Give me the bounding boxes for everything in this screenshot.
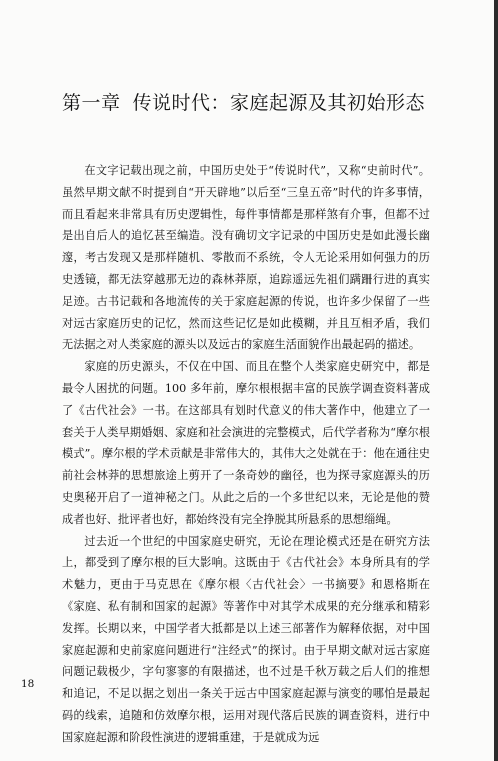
paragraph-1: 在文字记载出现之前，中国历史处于“传说时代”，又称“史前时代”。虽然早期文献不时提到自“开天辟地”以后至“三皇五帝”时代的许多事情，而且看起来非常具有历史逻辑性，每件事情都是那样煞有介事，但都不过是出自后人的追忆甚至编造。没有确切文字记录的中国历史是如此漫长幽邃，考古发现又是那样随机、零散而不系统，令人无论采用如何强力的历史透镜，都无法穿越那无边的森林莽原，追踪遥远先祖们蹒跚行进的真实足迹。古书记载和各地流传的关于家庭起源的传说，也许多少保留了一些对远古家庭历史的记忆，然而这些记忆是如此模糊，并且互相矛盾，我们无法据之对人类家庭的源头以及远古的家庭生活面貌作出最起码的描述。 <box>62 164 430 352</box>
page-number: 18 <box>21 678 35 690</box>
chapter-number: 第一章 <box>62 92 121 114</box>
chapter-title-text: 传说时代：家庭起源及其初始形态 <box>132 92 426 114</box>
paragraph-3: 过去近一个世纪的中国家庭史研究，无论在理论模式还是在研究方法上，都受到了摩尔根的巨大影响。这既由于《古代社会》本身所具有的学术魅力，更由于马克思在《摩尔根〈古代社会〉一书摘要》和恩格斯在《家庭、私有制和国家的起源》等著作中对其学术成果的充分继承和精彩发挥。长期以来，中国学者大抵都是以上述三部著作为解释依据，对中国家庭起源和史前家庭问题进行“注经式”的探讨。由于早期文献对远古家庭问题记载极少，字句寥寥的有限描述，也不过是千秋万载之后人们的推想和追记，不足以据之划出一条关于远古中国家庭起源与演变的哪怕是最起码的线索，追随和仿效摩尔根，运用对现代落后民族的调查资料，进行中国家庭起源和阶段性演进的逻辑重建，于是就成为远 <box>62 534 430 744</box>
body-text <box>62 160 430 749</box>
chapter-title <box>62 91 442 115</box>
scan-edge <box>494 0 498 761</box>
paragraph-2: 家庭的历史源头，不仅在中国、而且在整个人类家庭史研究中，都是最令人困扰的问题。100 多年前，摩尔根根据丰富的民族学调查资料著成了《古代社会》一书。在这部具有划时代意义的伟大著作中，他建立了一套关于人类早期婚姻、家庭和社会演进的完整模式，后代学者称为“摩尔根模式”。摩尔根的学术贡献是非常伟大的，其伟大之处就在于：他在通往史前社会林莽的思想旅途上剪开了一条奇妙的幽径，也为探寻家庭源头的历史奥秘开启了一道神秘之门。从此之后的一个多世纪以来，无论是他的赞成者也好、批评者也好，都始终没有完全挣脱其所悬系的思想缁绳。 <box>62 360 430 526</box>
